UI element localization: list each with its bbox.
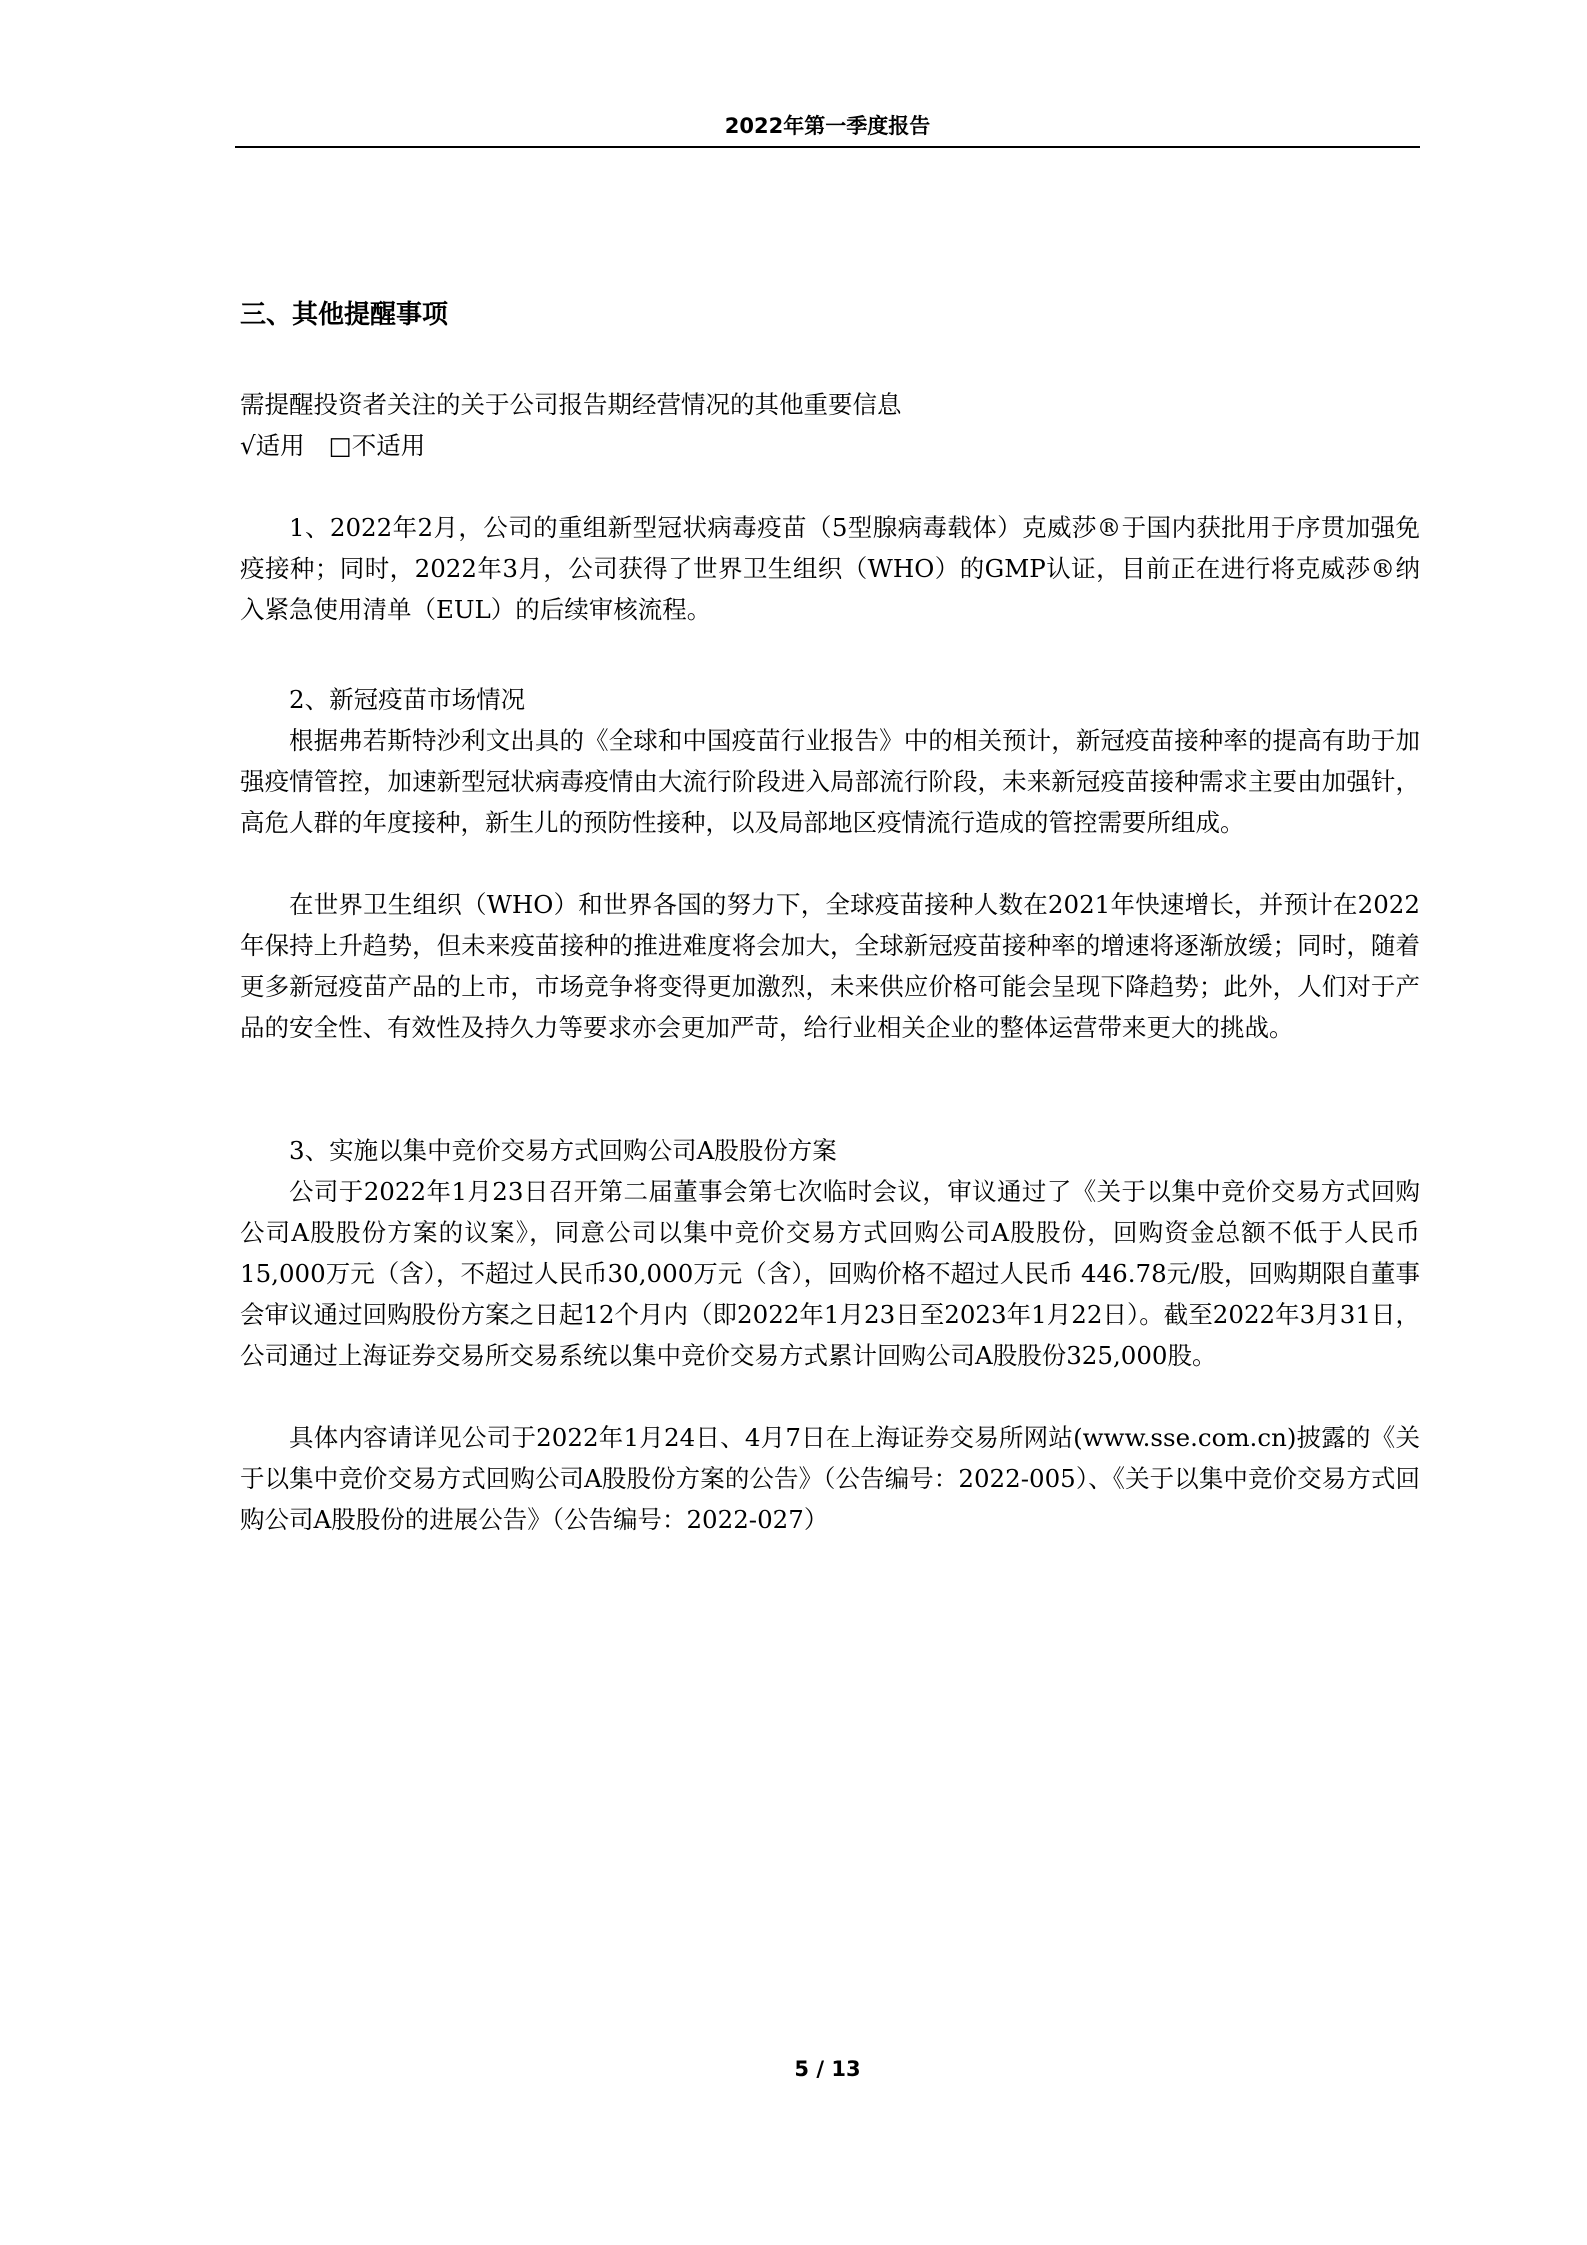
item2-paragraph-1: 根据弗若斯特沙利文出具的《全球和中国疫苗行业报告》中的相关预计，新冠疫苗接种率的提高有助于加强疫情管控，加速新型冠状病毒疫情由大流行阶段进入局部流行阶段，未来新冠疫苗接种需求主要由加强针，高危人群的年度接种，新生儿的预防性接种，以及局部地区疫情流行造成的管控需要所组成。 — [240, 726, 1420, 837]
header-divider — [235, 146, 1420, 148]
page-header-title: 2022年第一季度报告 — [724, 114, 931, 138]
item2-paragraph-2: 在世界卫生组织（WHO）和世界各国的努力下，全球疫苗接种人数在2021年快速增长，并预计在2022年保持上升趋势，但未来疫苗接种的推进难度将会加大，全球新冠疫苗接种率的增速将逐渐放缓；同时，随着更多新冠疫苗产品的上市，市场竞争将变得更加激烈，未来供应价格可能会呈现下降趋势；此外，人们对于产品的安全性、有效性及持久力等要求亦会更加严苛，给行业相关企业的整体运营带来更大的挑战。 — [240, 890, 1420, 1042]
not-applicable-option: □不适用 — [328, 431, 426, 460]
applicability-options — [240, 425, 1420, 466]
item3-paragraph-1: 公司于2022年1月23日召开第二届董事会第七次临时会议，审议通过了《关于以集中竞价交易方式回购公司A股股份方案的议案》，同意公司以集中竞价交易方式回购公司A股股份，回购资金总额不低于人民币15,000万元（含），不超过人民币30,000万元（含），回购价格不超过人民币 446.78元/股，回购期限自董事会审议通过回购股份方案之日起12个月内（即2022年1月23日至2023年1月22日）。截至2022年3月31日，公司通过上海证券交易所交易系统以集中竞价交易方式累计回购公司A股股份325,000股。 — [240, 1177, 1420, 1370]
item3-paragraph-2: 具体内容请详见公司于2022年1月24日、4月7日在上海证券交易所网站(www.sse.com.cn)披露的《关于以集中竞价交易方式回购公司A股股份方案的公告》（公告编号：2022-005）、《关于以集中竞价交易方式回购公司A股股份的进展公告》（公告编号：2022-027） — [240, 1423, 1420, 1534]
item3-title: 3、实施以集中竞价交易方式回购公司A股股份方案 — [289, 1136, 837, 1165]
intro-text: 需提醒投资者关注的关于公司报告期经营情况的其他重要信息 — [240, 390, 902, 419]
page-number: 5 / 13 — [794, 2057, 861, 2081]
section-title: 三、其他提醒事项 — [240, 300, 449, 330]
item1-paragraph: 1、2022年2月，公司的重组新型冠状病毒疫苗（5型腺病毒载体）克威莎®于国内获批用于序贯加强免疫接种；同时，2022年3月，公司获得了世界卫生组织（WHO）的GMP认证，目前正在进行将克威莎®纳入紧急使用清单（EUL）的后续审核流程。 — [240, 513, 1420, 624]
applicable-option: √适用 — [240, 431, 305, 460]
item2-title: 2、新冠疫苗市场情况 — [289, 685, 526, 714]
